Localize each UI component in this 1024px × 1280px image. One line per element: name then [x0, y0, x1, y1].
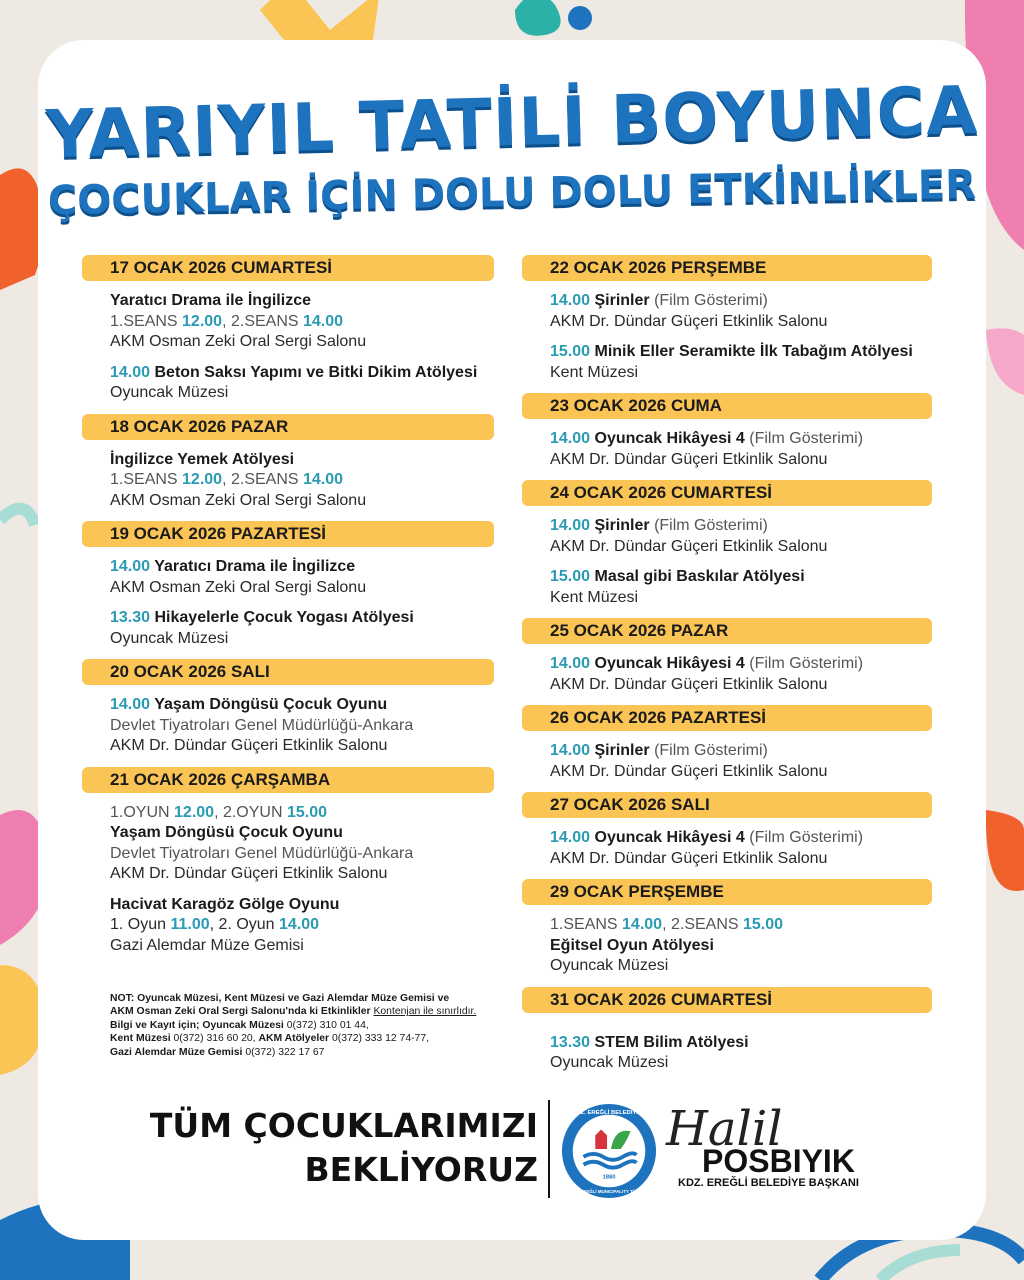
event-sessions: 1.SEANS 14.00, 2.SEANS 15.00 — [550, 916, 784, 933]
event-title: 14.00 Yaşam Döngüsü Çocuk Oyunu — [110, 696, 388, 713]
event-item — [522, 654, 932, 695]
slogan-line: TÜM ÇOCUKLARIMIZI — [149, 1106, 538, 1145]
event-venue: Kent Müzesi — [550, 588, 639, 606]
day-header: 26 OCAK 2026 PAZARTESİ — [522, 705, 932, 731]
day-header: 27 OCAK 2026 SALI — [522, 792, 932, 818]
event-title: 14.00 Beton Saksı Yapımı ve Bitki Dikim Atölyesi — [110, 363, 478, 381]
event-title: İngilizce Yemek Atölyesi — [110, 450, 295, 468]
day-header: 20 OCAK 2026 SALI — [82, 659, 494, 685]
event-title: 14.00 Oyuncak Hikâyesi 4 (Film Gösterimi) — [550, 655, 864, 672]
event-sessions: 1. Oyun 11.00, 2. Oyun 14.00 — [110, 916, 320, 933]
event-item — [82, 895, 494, 957]
event-venue: AKM Dr. Dündar Güçeri Etkinlik Salonu — [550, 675, 828, 693]
event-venue: AKM Dr. Dündar Güçeri Etkinlik Salonu — [110, 737, 388, 754]
event-sessions: 1.SEANS 12.00, 2.SEANS 14.00 — [110, 471, 344, 488]
event-title: 14.00 Yaratıcı Drama ile İngilizce — [110, 558, 356, 575]
event-item — [522, 342, 932, 383]
event-venue: Oyuncak Müzesi — [550, 957, 669, 974]
event-title: Hacivat Karagöz Gölge Oyunu — [110, 895, 340, 913]
footer-slogan — [150, 1104, 538, 1192]
day-header: 23 OCAK 2026 CUMA — [522, 393, 932, 419]
event-item — [522, 567, 932, 608]
day-header: 25 OCAK 2026 PAZAR — [522, 618, 932, 644]
event-venue: AKM Dr. Dündar Güçeri Etkinlik Salonu — [550, 762, 828, 780]
event-item — [522, 516, 932, 557]
mayor-name: POSBIYIK — [702, 1143, 855, 1179]
note-line: NOT: Oyuncak Müzesi, Kent Müzesi ve Gazi Alemdar Müze Gemisi ve — [110, 993, 450, 1004]
slogan-line: BEKLİYORUZ — [304, 1150, 538, 1189]
mayor-title: KDZ. EREĞLİ BELEDİYE BAŞKANI — [678, 1177, 859, 1189]
event-venue: Gazi Alemdar Müze Gemisi — [110, 936, 304, 954]
event-item — [522, 915, 932, 977]
event-item — [82, 363, 494, 404]
event-venue: Oyuncak Müzesi — [550, 1054, 669, 1071]
day-header: 31 OCAK 2026 CUMARTESİ — [522, 987, 932, 1013]
event-item — [522, 429, 932, 470]
event-venue: AKM Dr. Dündar Güçeri Etkinlik Salonu — [550, 450, 828, 468]
event-title: 13.30 STEM Bilim Atölyesi — [550, 1033, 749, 1051]
event-item — [82, 695, 494, 757]
event-sessions: 1.OYUN 12.00, 2.OYUN 15.00 — [110, 803, 328, 821]
note-line: Gazi Alemdar Müze Gemisi 0(372) 322 17 67 — [110, 1046, 325, 1058]
day-header: 22 OCAK 2026 PERŞEMBE — [522, 255, 932, 281]
event-item — [82, 557, 494, 598]
note-line: AKM Osman Zeki Oral Sergi Salonu'nda ki Etkinlikler Kontenjan ile sınırlıdır. — [110, 1006, 477, 1018]
event-item — [82, 291, 494, 353]
event-venue: Kent Müzesi — [550, 363, 639, 381]
event-organizer: Devlet Tiyatroları Genel Müdürlüğü-Ankara — [110, 716, 414, 734]
event-venue: Oyuncak Müzesi — [110, 629, 229, 647]
day-header: 21 OCAK 2026 ÇARŞAMBA — [82, 767, 494, 793]
event-venue: AKM Dr. Dündar Güçeri Etkinlik Salonu — [550, 849, 828, 867]
info-note — [110, 992, 510, 1059]
event-item — [82, 450, 494, 512]
event-item — [82, 803, 494, 885]
page-title: YARIYIL TATİLİ BOYUNCA — [44, 71, 980, 174]
event-item — [522, 291, 932, 332]
day-header: 29 OCAK PERŞEMBE — [522, 879, 932, 905]
event-sessions: 1.SEANS 12.00, 2.SEANS 14.00 — [110, 312, 344, 330]
day-header: 17 OCAK 2026 CUMARTESİ — [82, 255, 494, 281]
event-organizer: Devlet Tiyatroları Genel Müdürlüğü-Ankara — [110, 844, 414, 862]
event-item — [522, 1033, 932, 1074]
day-header: 19 OCAK 2026 PAZARTESİ — [82, 521, 494, 547]
event-title: Yaşam Döngüsü Çocuk Oyunu — [110, 824, 343, 841]
event-item — [522, 828, 932, 869]
signature-script: Halil — [666, 1101, 783, 1157]
event-title: Yaratıcı Drama ile İngilizce — [110, 292, 311, 309]
event-title: 14.00 Oyuncak Hikâyesi 4 (Film Gösterimi) — [550, 829, 864, 846]
event-title: 14.00 Oyuncak Hikâyesi 4 (Film Gösterimi) — [550, 430, 864, 447]
schedule-left-column — [82, 255, 494, 966]
footer-divider — [548, 1100, 550, 1198]
event-venue: AKM Osman Zeki Oral Sergi Salonu — [110, 491, 367, 509]
event-venue: AKM Osman Zeki Oral Sergi Salonu — [110, 578, 367, 596]
event-title: 14.00 Şirinler (Film Gösterimi) — [550, 517, 768, 534]
day-header: 18 OCAK 2026 PAZAR — [82, 414, 494, 440]
event-title: Eğitsel Oyun Atölyesi — [550, 936, 714, 954]
event-item — [82, 608, 494, 649]
event-title: 14.00 Şirinler (Film Gösterimi) — [550, 292, 768, 309]
event-venue: Oyuncak Müzesi — [110, 384, 229, 401]
event-venue: AKM Dr. Dündar Güçeri Etkinlik Salonu — [110, 865, 388, 882]
event-venue: AKM Dr. Dündar Güçeri Etkinlik Salonu — [550, 537, 828, 555]
event-title: 15.00 Minik Eller Seramikte İlk Tabağım Atölyesi — [550, 343, 913, 360]
municipality-seal-logo — [560, 1102, 658, 1200]
note-line: Bilgi ve Kayıt için; Oyuncak Müzesi 0(372) 310 01 44, — [110, 1019, 369, 1031]
seal-bottom-text: KDZ. EREĞLİ MUNICIPALITY TÜRKİYE — [568, 1189, 650, 1195]
event-title: 13.30 Hikayelerle Çocuk Yogası Atölyesi — [110, 609, 414, 626]
event-venue: AKM Osman Zeki Oral Sergi Salonu — [110, 333, 367, 350]
event-venue: AKM Dr. Dündar Güçeri Etkinlik Salonu — [550, 312, 828, 330]
note-line: Kent Müzesi 0(372) 316 60 20, AKM Atölyeler 0(372) 333 12 74-77, — [110, 1033, 430, 1045]
day-header: 24 OCAK 2026 CUMARTESİ — [522, 480, 932, 506]
schedule-right-column — [522, 255, 932, 1084]
seal-top-text: KDZ. EREĞLİ BELEDİYESİ — [572, 1109, 646, 1116]
event-title: 15.00 Masal gibi Baskılar Atölyesi — [550, 568, 805, 585]
event-item — [522, 741, 932, 782]
event-title: 14.00 Şirinler (Film Gösterimi) — [550, 742, 768, 759]
seal-year: 1880 — [602, 1174, 616, 1181]
page-subtitle: ÇOCUKLAR İÇİN DOLU DOLU ETKİNLİKLER — [47, 161, 977, 225]
